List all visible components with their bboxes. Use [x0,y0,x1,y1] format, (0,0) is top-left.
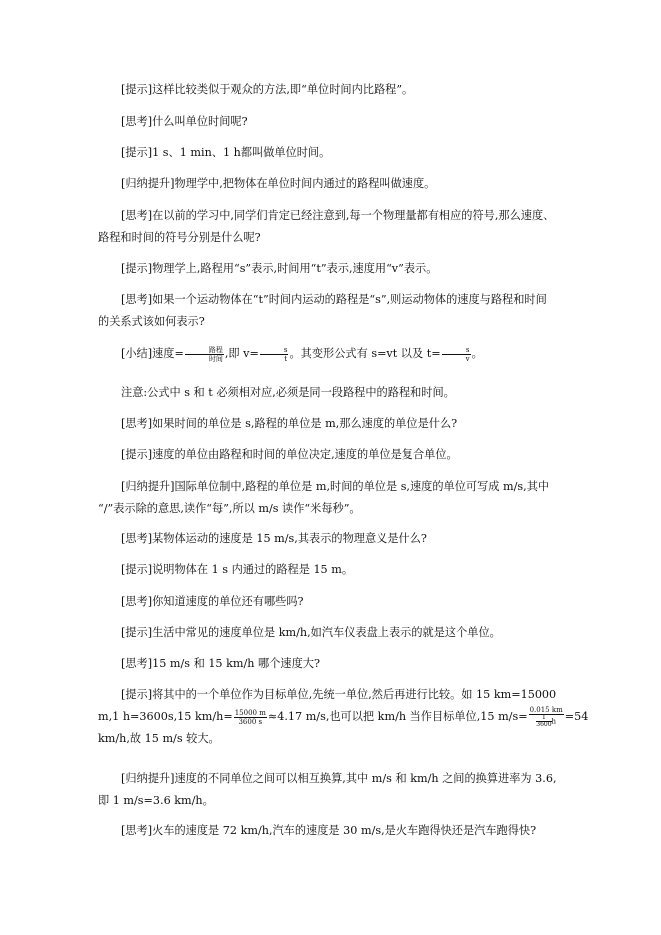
paragraph-think-8: [思考]火车的速度是 72 km/h,汽车的速度是 30 m/s,是火车跑得快还是汽车跑得快? [121,824,537,837]
paragraph-think-7: [思考]15 m/s 和 15 km/h 哪个速度大? [121,657,320,670]
paragraph-summary-3 [98,768,557,812]
paragraph-hint-6: [提示]生活中常见的速度单位是 km/h,如汽车仪表盘上表示的就是这个单位。 [121,626,501,639]
kmh-fraction-numerator: 15000 m [234,708,266,717]
paragraph-think-6: [思考]你知道速度的单位还有哪些吗? [121,595,304,608]
paragraph-think-2-line2: 路程和时间的符号分别是什么呢? [98,231,261,244]
kmh-to-ms-fraction [234,709,267,726]
paragraph-formula-summary [98,343,548,365]
paragraph-hint-5: [提示]说明物体在 1 s 内通过的路程是 15 m。 [121,563,354,576]
paragraph-think-1: [思考]什么叫单位时间呢? [121,115,248,128]
paragraph-summary-2 [98,476,548,520]
paragraph-think-4: [思考]如果时间的单位是 s,路程的单位是 m,那么速度的单位是什么? [121,417,458,430]
v-fraction-denominator: t [284,354,288,363]
hint-7-text-b: ≈4.17 m/s,也可以把 km/h 当作目标单位,15 m/s= [267,710,528,723]
paragraph-note: 注意:公式中 s 和 t 必须相对应,必须是同一段路程中的路程和时间。 [121,386,455,399]
paragraph-think-2 [98,205,555,249]
paragraph-think-5: [思考]某物体运动的速度是 15 m/s,其表示的物理意义是什么? [121,532,427,545]
paragraph-hint-4: [提示]速度的单位由路程和时间的单位决定,速度的单位是复合单位。 [121,448,458,461]
ms-fraction-denominator [529,715,564,728]
paragraph-summary-2-line1: [归纳提升]国际单位制中,路程的单位是 m,时间的单位是 s,速度的单位可写成 m/s,其中 [121,480,550,493]
speed-fraction-numerator: 路程 [185,346,224,355]
v-fraction [260,346,289,363]
formula-prefix: [小结]速度= [121,347,184,360]
paragraph-think-3-line1: [思考]如果一个运动物体在“t”时间内运动的路程是“s”,则运动物体的速度与路程和时间 [121,293,547,306]
hour-subfraction-numerator: 1 [536,715,551,722]
hour-subfraction-denominator: 3600 [536,721,552,728]
paragraph-hint-7-line1: [提示]将其中的一个单位作为目标单位,先统一单位,然后再进行比较。如 15 km=15000 [121,688,557,701]
paragraph-hint-1: [提示]这样比较类似于观众的方法,即“单位时间内比路程”。 [121,83,414,96]
paragraph-think-3 [98,289,548,333]
paragraph-summary-3-line2: 即 1 m/s=3.6 km/h。 [98,794,214,807]
paragraph-summary-3-line1: [归纳提升]速度的不同单位之间可以相互换算,其中 m/s 和 km/h 之间的换算进率为 3.6, [121,772,557,785]
hour-subfraction [536,715,551,728]
v-fraction-numerator: s [260,346,289,355]
paragraph-summary-2-line2: “/”表示除的意思,读作“每”,所以 m/s 读作“米每秒”。 [98,502,361,515]
hint-7-text-a: m,1 h=3600s,15 km/h= [98,710,233,723]
ms-to-kmh-fraction [529,706,564,728]
ms-fraction-numerator: 0.015 km [529,706,563,714]
paragraph-hint-2: [提示]1 s、1 min、1 h都叫做单位时间。 [121,146,331,159]
paragraph-hint-7 [98,684,589,750]
speed-fraction [185,346,224,363]
paragraph-hint-3: [提示]物理学上,路程用“s”表示,时间用“t”表示,速度用“v”表示。 [121,262,438,275]
paragraph-summary-1: [归纳提升]物理学中,把物体在单位时间内通过的路程叫做速度。 [121,177,436,190]
formula-end: 。 [471,347,483,360]
paragraph-hint-7-line2 [98,706,589,728]
hour-unit: h [551,717,557,726]
formula-mid: ,即 v= [224,347,259,360]
t-fraction [442,346,471,363]
paragraph-think-3-line2: 的关系式该如何表示? [98,315,205,328]
paragraph-think-2-line1: [思考]在以前的学习中,同学们肯定已经注意到,每一个物理量都有相应的符号,那么速度、 [121,209,555,222]
formula-mid2: 。其变形公式有 s=vt 以及 t= [289,347,441,360]
t-fraction-numerator: s [442,346,471,355]
paragraph-hint-7-line3: km/h,故 15 m/s 较大。 [98,732,220,745]
kmh-fraction-denominator: 3600 s [238,717,263,726]
speed-fraction-denominator: 时间 [208,354,223,363]
t-fraction-denominator: v [465,354,470,363]
hint-7-text-c: =54 [564,710,589,723]
